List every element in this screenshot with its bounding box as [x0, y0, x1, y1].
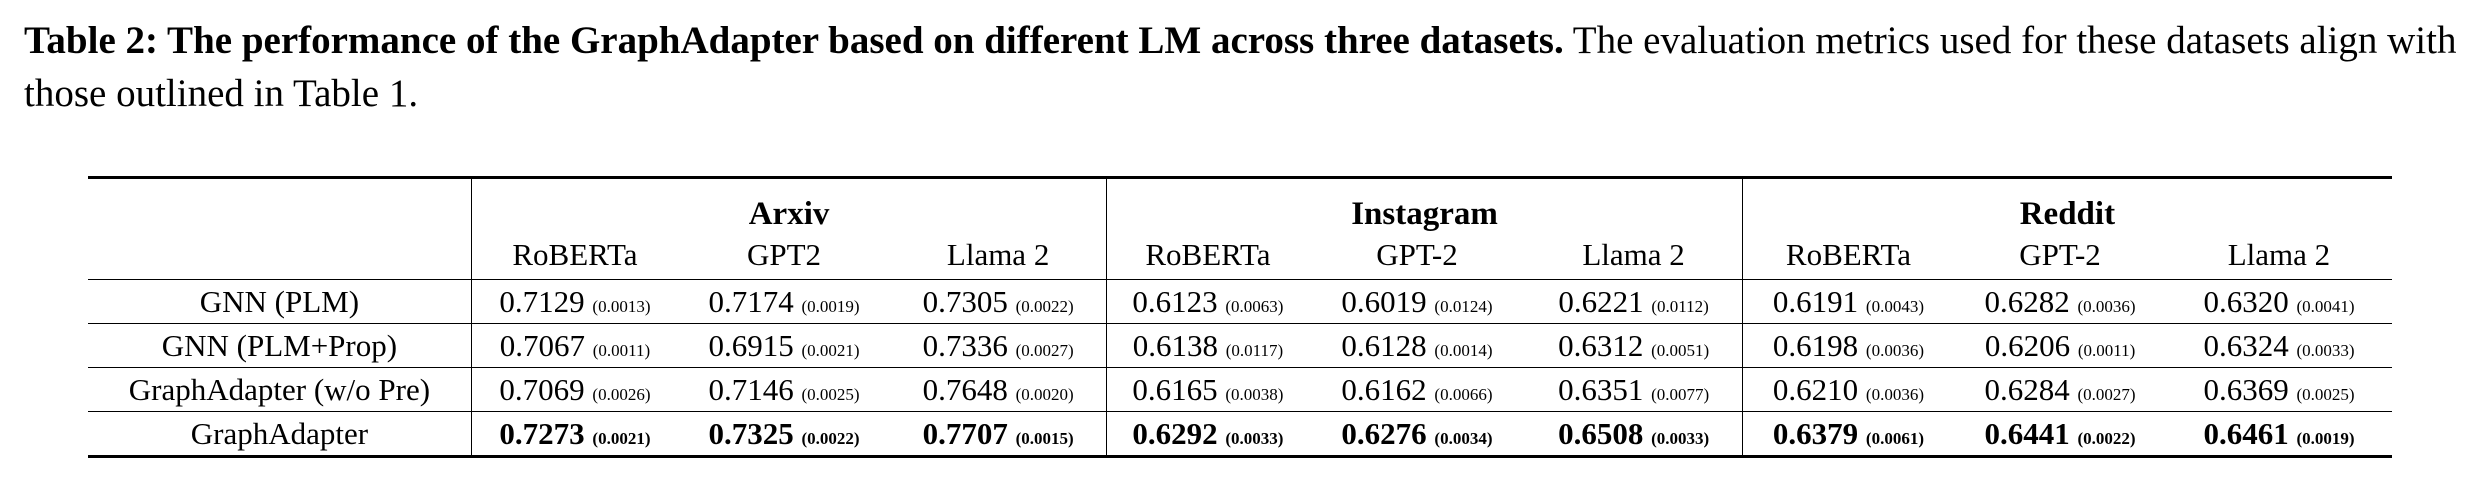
row-label: GNN (PLM) [88, 280, 471, 324]
metric-value: 0.6221 [1558, 283, 1644, 319]
metric-std: (0.0036) [2077, 296, 2136, 316]
metric-cell [1954, 324, 2166, 368]
metric-value: 0.7336 [922, 327, 1008, 363]
table-row [88, 368, 2392, 412]
metric-std: (0.0011) [592, 340, 651, 360]
empty-corner-cell [88, 233, 471, 280]
metric-std: (0.0036) [1865, 340, 1924, 360]
model-header: RoBERTa [1107, 233, 1309, 280]
caption-description: The evaluation metrics used for these datasets align with those outlined in Table 1. [24, 19, 2457, 115]
metric-cell [2166, 412, 2392, 457]
metric-std: (0.0021) [592, 428, 651, 448]
metric-std: (0.0026) [592, 384, 651, 404]
metric-value: 0.7648 [922, 371, 1008, 407]
metric-value: 0.6191 [1772, 283, 1859, 319]
metric-std: (0.0077) [1651, 384, 1710, 404]
metric-std: (0.0022) [801, 428, 860, 448]
metric-std: (0.0027) [2077, 384, 2136, 404]
metric-value: 0.7069 [499, 371, 585, 407]
metric-std: (0.0041) [2296, 296, 2355, 316]
row-label: GraphAdapter (w/o Pre) [88, 368, 471, 412]
metric-cell [471, 412, 678, 457]
metric-std: (0.0022) [2077, 428, 2136, 448]
metric-value: 0.6369 [2203, 371, 2289, 407]
table-caption [24, 14, 2464, 120]
metric-value: 0.6284 [1984, 371, 2070, 407]
metric-std: (0.0043) [1865, 296, 1924, 316]
metric-cell [1525, 324, 1742, 368]
metric-value: 0.6508 [1558, 415, 1644, 451]
metric-std: (0.0019) [801, 296, 860, 316]
metric-value: 0.7273 [499, 415, 585, 451]
metric-cell [1107, 368, 1309, 412]
metric-value: 0.7707 [922, 415, 1008, 451]
metric-std: (0.0019) [2296, 428, 2355, 448]
metric-std: (0.0066) [1434, 384, 1493, 404]
metric-cell [1107, 280, 1309, 324]
metric-cell [1742, 368, 1954, 412]
metric-std: (0.0033) [1225, 428, 1284, 448]
metric-value: 0.6915 [708, 327, 794, 363]
metric-value: 0.6282 [1984, 283, 2070, 319]
metric-cell [1954, 412, 2166, 457]
metric-cell [1525, 368, 1742, 412]
dataset-header-instagram: Instagram [1107, 178, 1743, 234]
model-header: GPT-2 [1376, 237, 1458, 272]
empty-corner-cell [88, 178, 471, 234]
metric-value: 0.6210 [1772, 371, 1859, 407]
model-header: Llama 2 [946, 237, 1050, 272]
metric-cell [1742, 324, 1954, 368]
dataset-header-row [88, 178, 2392, 234]
metric-std: (0.0051) [1651, 340, 1710, 360]
metric-value: 0.6123 [1132, 283, 1218, 319]
metric-cell [1309, 324, 1526, 368]
metric-cell [890, 280, 1107, 324]
metric-value: 0.6379 [1772, 415, 1859, 451]
results-table-container [88, 176, 2392, 458]
metric-value: 0.6138 [1132, 327, 1218, 363]
metric-value: 0.6206 [1984, 327, 2071, 363]
metric-cell [678, 280, 890, 324]
metric-value: 0.6128 [1341, 327, 1427, 363]
metric-std: (0.0021) [801, 340, 860, 360]
model-header: RoBERTa [1742, 233, 1954, 280]
metric-value: 0.6292 [1132, 415, 1218, 451]
metric-value: 0.7067 [499, 327, 585, 363]
metric-cell [1309, 368, 1526, 412]
metric-std: (0.0117) [1225, 340, 1284, 360]
metric-value: 0.6162 [1341, 371, 1427, 407]
row-label: GraphAdapter [88, 412, 471, 457]
metric-std: (0.0020) [1015, 384, 1074, 404]
metric-cell [890, 324, 1107, 368]
metric-std: (0.0112) [1651, 296, 1709, 316]
metric-cell [890, 412, 1107, 457]
metric-std: (0.0034) [1434, 428, 1493, 448]
metric-cell [678, 324, 890, 368]
metric-std: (0.0027) [1015, 340, 1074, 360]
metric-value: 0.6165 [1132, 371, 1218, 407]
metric-std: (0.0061) [1865, 428, 1924, 448]
metric-std: (0.0063) [1225, 296, 1284, 316]
model-header: Llama 2 [1582, 237, 1685, 272]
metric-std: (0.0015) [1015, 428, 1074, 448]
metric-cell [471, 368, 678, 412]
metric-value: 0.7305 [922, 283, 1008, 319]
metric-cell [1525, 280, 1742, 324]
metric-cell [890, 368, 1107, 412]
metric-value: 0.7325 [708, 415, 794, 451]
metric-cell [471, 324, 678, 368]
metric-value: 0.7129 [499, 283, 585, 319]
metric-value: 0.6351 [1558, 371, 1644, 407]
metric-std: (0.0033) [2296, 340, 2355, 360]
metric-std: (0.0022) [1015, 296, 1074, 316]
metric-std: (0.0025) [801, 384, 860, 404]
metric-std: (0.0014) [1434, 340, 1493, 360]
metric-value: 0.6276 [1341, 415, 1427, 451]
metric-std: (0.0011) [2077, 340, 2136, 360]
table-row [88, 324, 2392, 368]
metric-value: 0.6461 [2203, 415, 2289, 451]
table-row [88, 412, 2392, 457]
metric-value: 0.6198 [1772, 327, 1859, 363]
model-header: Llama 2 [2227, 237, 2331, 272]
metric-std: (0.0124) [1434, 296, 1493, 316]
table-row [88, 280, 2392, 324]
results-table [88, 176, 2392, 458]
model-header: RoBERTa [471, 233, 678, 280]
metric-value: 0.6312 [1558, 327, 1644, 363]
metric-std: (0.0033) [1651, 428, 1710, 448]
metric-cell [678, 412, 890, 457]
metric-std: (0.0025) [2296, 384, 2355, 404]
metric-cell [2166, 368, 2392, 412]
metric-value: 0.6019 [1341, 283, 1427, 319]
metric-value: 0.7174 [708, 283, 794, 319]
metric-value: 0.6324 [2203, 327, 2289, 363]
metric-cell [1742, 280, 1954, 324]
dataset-header-arxiv: Arxiv [471, 178, 1106, 234]
row-label: GNN (PLM+Prop) [88, 324, 471, 368]
metric-cell [1954, 368, 2166, 412]
metric-cell [1309, 412, 1526, 457]
metric-std: (0.0013) [592, 296, 651, 316]
metric-cell [1107, 412, 1309, 457]
metric-cell [471, 280, 678, 324]
metric-cell [2166, 324, 2392, 368]
metric-cell [1309, 280, 1526, 324]
metric-value: 0.7146 [708, 371, 794, 407]
model-header: GPT-2 [2019, 237, 2101, 272]
results-table-body [88, 280, 2392, 457]
caption-title: Table 2: The performance of the GraphAdapter based on different LM across three datasets. [24, 19, 1564, 62]
model-header-row [88, 233, 2392, 280]
metric-value: 0.6320 [2203, 283, 2289, 319]
metric-cell [1525, 412, 1742, 457]
dataset-header-reddit: Reddit [1742, 178, 2392, 234]
metric-std: (0.0038) [1225, 384, 1284, 404]
metric-value: 0.6441 [1984, 415, 2070, 451]
metric-cell [1742, 412, 1954, 457]
metric-std: (0.0036) [1865, 384, 1924, 404]
metric-cell [1954, 280, 2166, 324]
model-header: GPT2 [746, 237, 822, 272]
metric-cell [2166, 280, 2392, 324]
metric-cell [1107, 324, 1309, 368]
metric-cell [678, 368, 890, 412]
